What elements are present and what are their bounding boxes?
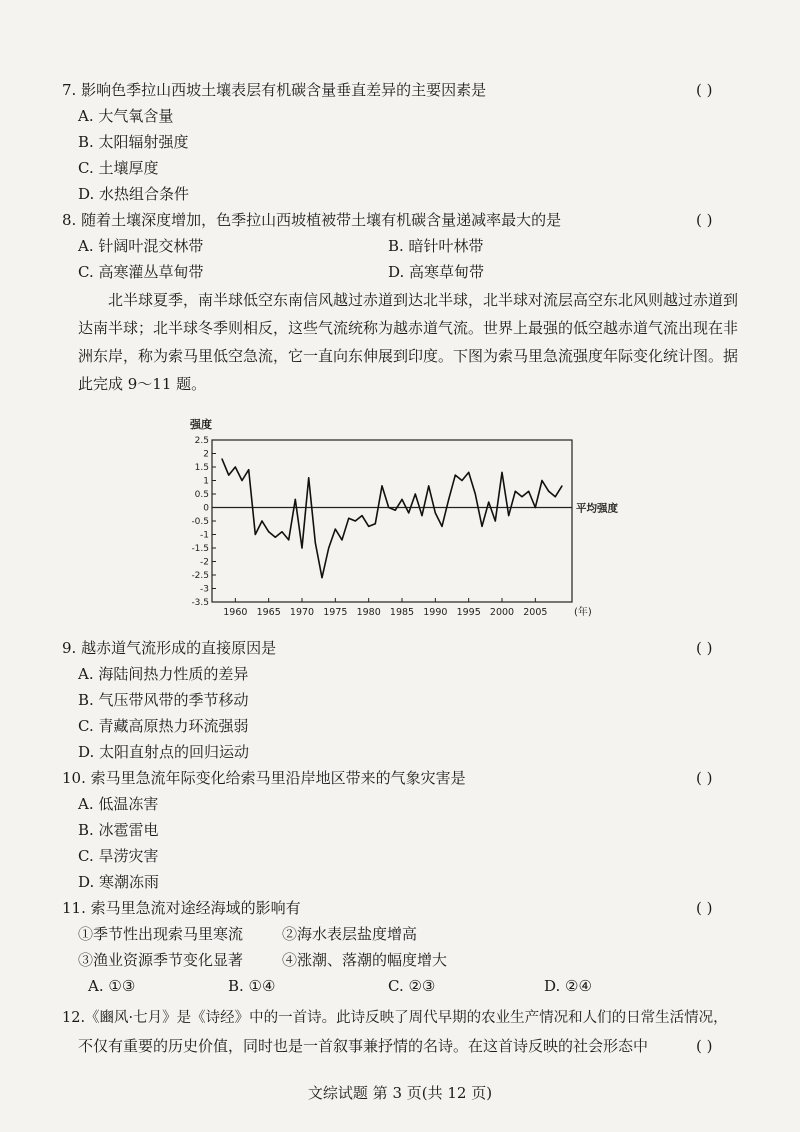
q8-option-c: C. 高寒灌丛草甸带 — [78, 263, 204, 281]
q10-option-a: A. 低温冻害 — [78, 795, 159, 813]
q11-answer-paren: ( ) — [696, 899, 713, 917]
data-point — [315, 542, 316, 543]
data-point — [321, 577, 322, 578]
data-point — [361, 515, 362, 516]
y-tick-label: -3.5 — [191, 598, 209, 608]
q7-option-d: D. 水热组合条件 — [78, 185, 190, 203]
q12-answer-paren: ( ) — [696, 1037, 713, 1055]
data-point — [248, 469, 249, 470]
data-point — [295, 499, 296, 500]
data-point — [288, 539, 289, 540]
data-point — [475, 493, 476, 494]
data-point — [255, 534, 256, 535]
data-point — [235, 466, 236, 467]
data-point — [461, 480, 462, 481]
data-point — [408, 512, 409, 513]
x-tick-label: 2005 — [523, 607, 548, 618]
x-tick-label: 1985 — [389, 607, 415, 618]
page-footer: 文综试题 第 3 页(共 12 页) — [307, 1084, 493, 1102]
data-point — [515, 491, 516, 492]
q11-item-2: ②海水表层盐度增高 — [282, 925, 418, 943]
x-tick-label: 1960 — [223, 607, 248, 618]
x-tick-label: 1975 — [323, 607, 348, 618]
q11-item-4: ④涨潮、落潮的幅度增大 — [282, 951, 448, 969]
data-point — [375, 523, 376, 524]
data-point — [455, 475, 456, 476]
data-point — [415, 493, 416, 494]
somali-jet-chart — [180, 410, 640, 630]
data-point — [268, 531, 269, 532]
q11-option-c: C. ②③ — [388, 977, 436, 995]
data-point — [301, 547, 302, 548]
q7-option-b: B. 太阳辐射强度 — [78, 133, 189, 151]
x-tick-label: 1965 — [256, 607, 281, 618]
q10-option-b: B. 冰雹雷电 — [78, 821, 159, 839]
intensity-series-line — [222, 459, 562, 578]
data-point — [261, 520, 262, 521]
data-point — [368, 526, 369, 527]
data-point — [541, 480, 542, 481]
q11-option-a: A. ①③ — [88, 977, 136, 995]
y-tick-label: -3 — [200, 584, 209, 595]
data-point — [275, 537, 276, 538]
data-point — [328, 547, 329, 548]
data-point — [401, 499, 402, 500]
data-point — [555, 496, 556, 497]
y-tick-label: 2 — [203, 449, 209, 460]
data-point — [521, 496, 522, 497]
data-point — [448, 499, 449, 500]
data-point — [468, 472, 469, 473]
q10-stem: 10. 索马里急流年际变化给索马里沿岸地区带来的气象灾害是 — [62, 769, 466, 787]
q7-stem: 7. 影响色季拉山西坡土壤表层有机碳含量垂直差异的主要因素是 — [62, 81, 487, 99]
data-point — [388, 507, 389, 508]
data-point — [381, 485, 382, 486]
q9-option-d: D. 太阳直射点的回归运动 — [78, 743, 250, 761]
data-point — [508, 515, 509, 516]
plot-frame — [212, 440, 572, 602]
data-point — [335, 529, 336, 530]
data-point — [281, 531, 282, 532]
q11-option-b: B. ①④ — [228, 977, 276, 995]
y-tick-label: 2.5 — [194, 436, 209, 446]
data-point — [548, 491, 549, 492]
q8-option-d: D. 高寒草甸带 — [388, 263, 485, 281]
y-tick-label: -0.5 — [191, 517, 209, 527]
data-point — [435, 512, 436, 513]
data-point — [501, 472, 502, 473]
q10-answer-paren: ( ) — [696, 769, 713, 787]
data-point — [528, 491, 529, 492]
data-point — [421, 515, 422, 516]
y-tick-label: -1 — [200, 530, 209, 541]
data-point — [561, 485, 562, 486]
data-point — [221, 458, 222, 459]
q8-stem: 8. 随着土壤深度增加，色季拉山西坡植被带土壤有机碳含量递减率最大的是 — [62, 211, 562, 229]
q8-answer-paren: ( ) — [696, 211, 713, 229]
q12-line-2: 不仅有重要的历史价值，同时也是一首叙事兼抒情的名诗。在这首诗反映的社会形态中 — [78, 1037, 649, 1055]
data-point — [441, 526, 442, 527]
data-point — [341, 539, 342, 540]
q9-stem: 9. 越赤道气流形成的直接原因是 — [62, 639, 277, 657]
passage-text: 北半球夏季，南半球低空东南信风越过赤道到达北半球，北半球对流层高空东北风则越过赤道到达南半球；北半球冬季则相反，这些气流统称为越赤道气流。世界上最强的低空越赤道气流出现在非洲东岸，称为索马里低空急流，它一直向东伸展到印度。下图为索马里急流强度年际变化统计图。据此完成 9～11 题。 — [78, 291, 739, 393]
q10-option-d: D. 寒潮冻雨 — [78, 873, 160, 891]
y-tick-label: 0.5 — [194, 490, 209, 500]
q12-line-1: 12.《豳风·七月》是《诗经》中的一首诗。此诗反映了周代早期的农业生产情况和人们的日常生活情况， — [62, 1010, 728, 1026]
mean-line-label: 平均强度 — [576, 502, 618, 515]
data-point — [308, 477, 309, 478]
y-tick-label: 1 — [203, 476, 209, 487]
q9-option-b: B. 气压带风带的季节移动 — [78, 691, 249, 709]
x-axis-label: (年) — [574, 607, 592, 618]
q7-option-a: A. 大气氧含量 — [78, 107, 174, 125]
q7-option-c: C. 土壤厚度 — [78, 159, 159, 177]
y-axis-label: 强度 — [190, 418, 212, 431]
q11-item-3: ③渔业资源季节变化显著 — [78, 951, 244, 969]
data-point — [355, 520, 356, 521]
data-point — [481, 526, 482, 527]
y-tick-label: -1.5 — [191, 544, 209, 554]
y-tick-label: -2 — [200, 557, 209, 568]
q7-answer-paren: ( ) — [696, 81, 713, 99]
y-tick-label: 1.5 — [194, 463, 209, 473]
q10-option-c: C. 旱涝灾害 — [78, 847, 159, 865]
q9-answer-paren: ( ) — [696, 639, 713, 657]
q8-option-b: B. 暗针叶林带 — [388, 237, 484, 255]
data-point — [348, 518, 349, 519]
y-tick-label: 0 — [203, 503, 209, 514]
data-point — [228, 475, 229, 476]
data-point — [495, 520, 496, 521]
data-point — [535, 507, 536, 508]
q11-item-1: ①季节性出现索马里寒流 — [78, 925, 244, 943]
x-tick-label: 1995 — [456, 607, 481, 618]
q8-option-a: A. 针阔叶混交林带 — [78, 237, 204, 255]
data-point — [241, 480, 242, 481]
q11-option-d: D. ②④ — [544, 977, 592, 995]
y-tick-label: -2.5 — [191, 571, 209, 581]
data-point — [488, 502, 489, 503]
q9-option-a: A. 海陆间热力性质的差异 — [78, 665, 249, 683]
x-tick-label: 1980 — [356, 607, 381, 618]
data-point — [395, 510, 396, 511]
x-tick-label: 1990 — [423, 607, 448, 618]
data-point — [428, 485, 429, 486]
x-tick-label: 1970 — [289, 607, 315, 618]
q11-stem: 11. 索马里急流对途经海域的影响有 — [62, 899, 301, 917]
x-tick-label: 2000 — [489, 607, 515, 618]
q9-option-c: C. 青藏高原热力环流强弱 — [78, 717, 249, 735]
